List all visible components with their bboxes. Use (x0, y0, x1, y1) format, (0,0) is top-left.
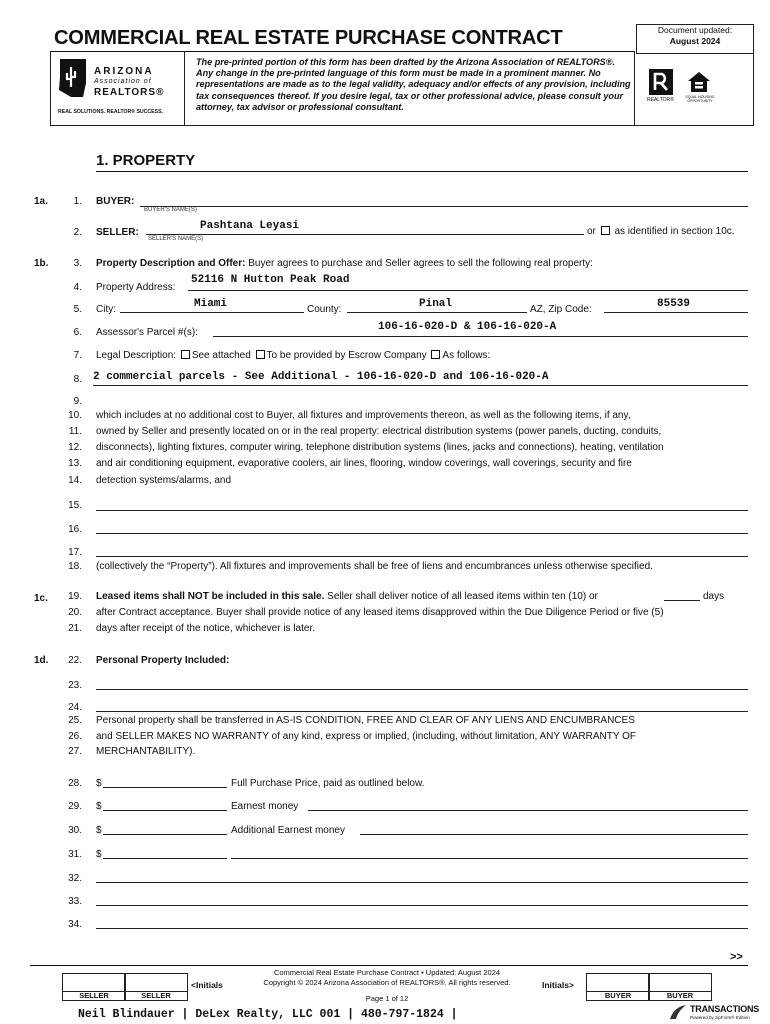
parcel-field[interactable] (213, 336, 748, 337)
buyer-initials-box-1[interactable] (586, 973, 650, 992)
leased-items-line: after Contract acceptance. Buyer shall provide notice of any leased items disapproved within the Due Diligence Period or five (5) (96, 607, 664, 618)
line-number: 25. (68, 715, 82, 726)
buyer-label: BUYER: (96, 196, 135, 207)
seller-initials-label: SELLER (62, 991, 126, 1001)
zip-label: AZ, Zip Code: (530, 304, 592, 315)
seller-label: SELLER: (96, 227, 139, 238)
leased-days-field[interactable] (664, 600, 700, 601)
legal-option-as-follows: As follows: (442, 350, 491, 361)
dollar-sign: $ (96, 849, 102, 860)
section-rule (96, 171, 748, 172)
additional-items-field[interactable] (96, 510, 748, 511)
footer-copyright: Copyright © 2024 Arizona Association of REALTORS®. All rights reserved. (263, 978, 511, 987)
marks-box (634, 51, 753, 125)
transactions-tagline: Powered by zipForm® Edition (690, 1015, 750, 1020)
additional-earnest-notes-field[interactable] (360, 834, 748, 835)
line-number: 32. (68, 873, 82, 884)
line-number: 27. (68, 746, 82, 757)
section-title: 1. PROPERTY (96, 152, 196, 169)
line-number: 19. (68, 591, 82, 602)
equal-housing-icon (687, 71, 711, 93)
checkbox[interactable] (256, 350, 265, 359)
seller-name-sublabel: SELLER'S NAME(S) (148, 236, 204, 242)
agent-info: Neil Blindauer | DeLex Realty, LLC 001 | 480-797-1824 | (78, 1008, 458, 1021)
seller-name-value: Pashtana Leyasi (200, 220, 300, 232)
disclaimer-text: The pre-printed portion of this form has been drafted by the Arizona Association of REALTORS®. Any change in the pre-printed language of this form must be made in a prominent manner. No representations are made as to the legal validity, adequacy and/or effects of any provision, including tax consequences thereof. If you desire legal, tax or other professional advice, please consult your attorney, tax advisor or professional consultant. (196, 57, 631, 112)
line-number: 23. (68, 680, 82, 691)
seller-or-text: or (587, 226, 596, 237)
document-updated-label: Document updated: (657, 25, 733, 35)
leased-days-label: days (703, 591, 725, 602)
purchase-price-label: Full Purchase Price, paid as outlined below. (231, 778, 425, 789)
line-number: 17. (68, 547, 82, 558)
fixtures-text-line: owned by Seller and presently located on or in the real property: electrical distribution systems (power panels, ducting, conduits, (96, 426, 662, 437)
property-description-text: Buyer agrees to purchase and Seller agrees to sell the following real property: (245, 258, 593, 269)
fixtures-text-line: disconnects), lighting fixtures, computer wiring, telephone distribution systems (lines, jacks and connections), heating, ventilation (96, 442, 664, 453)
section-1b-label: 1b. (34, 258, 49, 269)
blank-field[interactable] (96, 905, 748, 906)
county-label: County: (307, 304, 342, 315)
additional-earnest-field[interactable] (103, 834, 227, 835)
line-number: 29. (68, 801, 82, 812)
legal-description-field[interactable] (93, 385, 748, 386)
additional-items-field[interactable] (96, 533, 748, 534)
line-number: 24. (68, 702, 82, 713)
buyer-initials-label: BUYER (648, 991, 712, 1001)
section-1a-label: 1a. (34, 196, 48, 207)
property-description-line (96, 258, 593, 269)
personal-property-heading: Personal Property Included: (96, 655, 230, 666)
line-number: 4. (73, 282, 82, 293)
property-address-field[interactable] (188, 290, 748, 291)
line-number: 1. (73, 196, 82, 207)
initials-right-label: Initials> (542, 980, 574, 990)
section-1d-label: 1d. (34, 655, 49, 666)
line-number: 15. (68, 500, 82, 511)
line-number: 30. (68, 825, 82, 836)
city-label: City: (96, 304, 116, 315)
line-number: 3. (73, 258, 82, 269)
document-updated-date: August 2024 (669, 36, 721, 46)
property-description-heading: Property Description and Offer: (96, 258, 246, 269)
arizona-state-icon (56, 57, 90, 99)
logo-realtors: REALTORS® (94, 87, 165, 98)
earnest-money-field[interactable] (103, 810, 227, 811)
dollar-sign: $ (96, 825, 102, 836)
additional-earnest-label: Additional Earnest money (231, 825, 345, 836)
buyer-initials-box-2[interactable] (648, 973, 712, 992)
line-number: 10. (68, 410, 82, 421)
buyer-name-field[interactable] (140, 206, 748, 207)
section-1c-label: 1c. (34, 593, 48, 604)
line-number: 34. (68, 919, 82, 930)
leased-items-heading: Leased items shall NOT be included in this sale. (96, 591, 325, 602)
personal-property-text-line: and SELLER MAKES NO WARRANTY of any kind, express or implied, (including, without limitation, ANY WARRANTY OF (96, 731, 637, 742)
city-value: Miami (194, 298, 228, 310)
additional-items-field[interactable] (96, 556, 748, 557)
property-address-value: 52116 N Hutton Peak Road (191, 274, 350, 286)
leased-items-line: days after receipt of the notice, whichever is later. (96, 623, 315, 634)
buyer-initials-label: BUYER (586, 991, 650, 1001)
county-value: Pinal (419, 298, 453, 310)
equal-housing-label: EQUAL HOUSING OPPORTUNITY (685, 95, 715, 103)
line-number: 13. (68, 458, 82, 469)
earnest-money-label: Earnest money (231, 801, 299, 812)
personal-property-text-line: MERCHANTABILITY). (96, 746, 196, 757)
line-number: 6. (73, 327, 82, 338)
logo-association: Association of (94, 78, 152, 85)
line-number: 16. (68, 524, 82, 535)
seller-name-field[interactable] (146, 234, 584, 235)
fixtures-text-line: and air conditioning equipment, evaporative coolers, air lines, flooring, window coverings, wall coverings, security and fire (96, 458, 632, 469)
earnest-money-notes-field[interactable] (308, 810, 748, 811)
checkbox[interactable] (601, 226, 610, 235)
purchase-price-field[interactable] (103, 787, 227, 788)
city-field[interactable] (120, 312, 304, 313)
legal-description-label: Legal Description: (96, 350, 177, 361)
blank-field[interactable] (96, 882, 748, 883)
zip-value: 85539 (657, 298, 691, 310)
seller-or-rest: as identified in section 10c. (614, 226, 735, 237)
county-field[interactable] (347, 312, 527, 313)
legal-description-value: 2 commercial parcels - See Additional - 106-16-020-D and 106-16-020-A (93, 371, 549, 383)
line-number: 14. (68, 475, 82, 486)
legal-option-see-attached: See attached (191, 350, 251, 361)
footer-form-name: Commercial Real Estate Purchase Contract • Updated: August 2024 (273, 968, 501, 977)
line-number: 18. (68, 561, 82, 572)
seller-initials-box-2[interactable] (124, 973, 188, 992)
legal-description-line (96, 350, 490, 361)
line-number: 9. (73, 396, 82, 407)
line-number: 20. (68, 607, 82, 618)
seller-initials-label: SELLER (124, 991, 188, 1001)
dollar-sign: $ (96, 778, 102, 789)
initials-left-label: <Initials (191, 980, 223, 990)
fixtures-text-line: (collectively the “Property”). All fixtures and improvements shall be free of liens and encumbrances unless otherwise specified. (96, 561, 653, 572)
line-number: 33. (68, 896, 82, 907)
form-title: COMMERCIAL REAL ESTATE PURCHASE CONTRACT (54, 26, 563, 49)
leased-items-line (96, 591, 598, 602)
line-number: 7. (73, 350, 82, 361)
line-number: 26. (68, 731, 82, 742)
logo-arizona: ARIZONA (94, 66, 154, 77)
transactions-brand: TRANSACTIONS (690, 1004, 760, 1014)
blank-field[interactable] (96, 928, 748, 929)
realtor-r-icon (649, 69, 673, 95)
line-number: 28. (68, 778, 82, 789)
fixtures-text-line: which includes at no additional cost to Buyer, all fixtures and improvements thereon, as well as the following items, if any, (96, 410, 631, 421)
legal-option-escrow: To be provided by Escrow Company (266, 350, 427, 361)
footer-page-number: Page 1 of 12 (365, 994, 409, 1003)
parcel-value: 106-16-020-D & 106-16-020-A (378, 321, 557, 333)
personal-property-text-line: Personal property shall be transferred in AS-IS CONDITION, FREE AND CLEAR OF ANY LIENS AND ENCUMBRANCES (96, 715, 635, 726)
personal-property-field[interactable] (96, 711, 748, 712)
buyer-name-sublabel: BUYER'S NAME(S) (144, 207, 197, 213)
line-number: 5. (73, 304, 82, 315)
line-number: 11. (68, 426, 82, 437)
next-page-arrow[interactable]: >> (730, 951, 743, 963)
document-updated-box (636, 24, 754, 54)
seller-or-option (587, 226, 735, 237)
other-amount-notes-field[interactable] (231, 858, 748, 859)
footer-rule (30, 965, 748, 966)
aar-logo (50, 51, 185, 125)
zip-field[interactable] (604, 312, 748, 313)
dollar-sign: $ (96, 801, 102, 812)
checkbox[interactable] (431, 350, 440, 359)
line-number: 22. (68, 655, 82, 666)
line-number: 8. (73, 374, 82, 385)
leased-items-text: Seller shall deliver notice of all leased items within ten (10) or (324, 591, 598, 602)
checkbox[interactable] (181, 350, 190, 359)
seller-initials-box-1[interactable] (62, 973, 126, 992)
property-address-label: Property Address: (96, 282, 176, 293)
line-number: 21. (68, 623, 82, 634)
realtor-mark-label: REALTOR® (647, 97, 674, 103)
parcel-label: Assessor's Parcel #(s): (96, 327, 198, 338)
logo-tagline: REAL SOLUTIONS. REALTOR® SUCCESS. (58, 109, 163, 115)
transactions-logo-icon (668, 1003, 688, 1021)
line-number: 31. (68, 849, 82, 860)
line-number: 2. (73, 227, 82, 238)
personal-property-field[interactable] (96, 689, 748, 690)
other-amount-field[interactable] (103, 858, 227, 859)
fixtures-text-line: detection systems/alarms, and (96, 475, 232, 486)
line-number: 12. (68, 442, 82, 453)
